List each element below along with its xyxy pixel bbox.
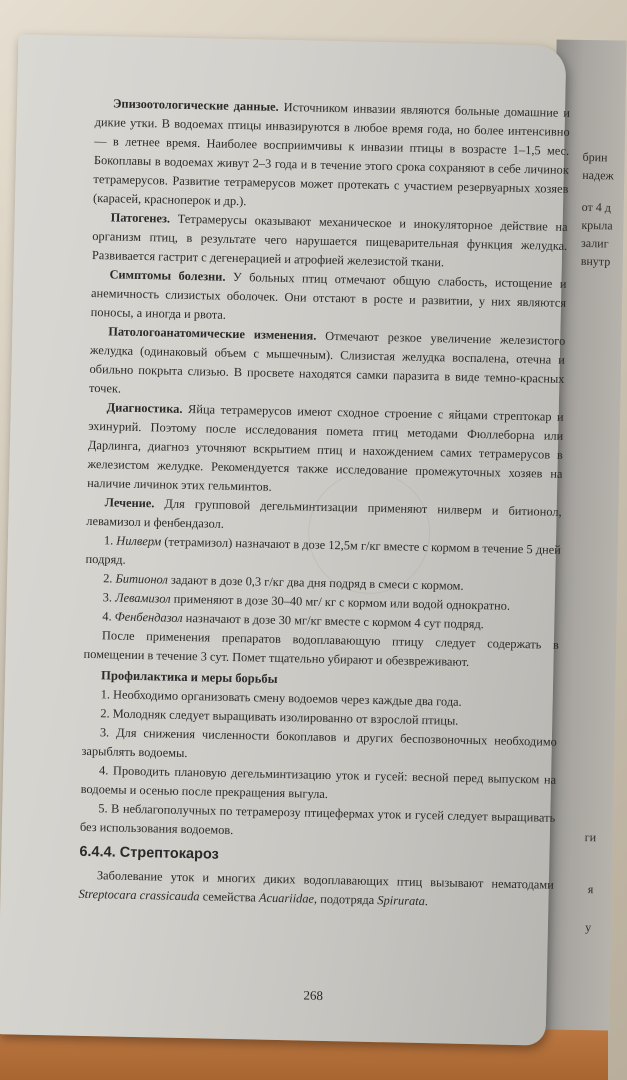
facing-page-fragment: я <box>587 882 594 897</box>
paragraph-lead: Патогенез. <box>110 210 171 226</box>
paragraph-lead: Симптомы болезни. <box>109 267 226 284</box>
page-content <box>78 94 570 914</box>
facing-page-fragment: залиг <box>580 235 609 251</box>
facing-page-fragment: у <box>585 920 592 935</box>
paragraph-lead: Лечение. <box>104 495 155 511</box>
family-name: Acuariidae <box>258 890 315 906</box>
paragraph-pathology <box>89 322 565 408</box>
intro-text: семейства <box>199 889 260 905</box>
prevention-item: 1. Необходимо организовать смену водоемов через каждые два года. <box>100 687 462 709</box>
item-text: задают в дозе 0,3 г/кг два дня подряд в смеси с кормом. <box>167 572 464 593</box>
intro-text: . <box>424 894 429 909</box>
item-number: 4. <box>102 609 112 624</box>
item-number: 1. <box>103 533 114 548</box>
suborder-name: Spirurata <box>377 893 426 909</box>
paragraph-text: Для групповой дегельминтизации применяют нилверм и битионол, левамизол и фенбендазол. <box>86 496 562 531</box>
intro-text: , подотряда <box>313 891 378 908</box>
prevention-item: 2. Молодняк следует выращивать изолированно от взрослой птицы. <box>100 706 459 728</box>
paragraph-text: Яйца тетрамерусов имеют сходное строение с яйцами стрептокар и эхинурий. Поэтому после исследования помета птиц методами Фюллеборна или Дарлинга, диагноз уточняют вскрытием птиц и нахождением самих тетрамерусов в железистом желудке. Рекомендуется также исследование промежуточных хозяев на наличие личинок этих гельминтов. <box>87 401 564 494</box>
section-intro <box>78 866 554 914</box>
item-number: 2. <box>103 571 113 586</box>
paragraph-text: Источником инвазии являются больные домашние и дикие утки. В водоемах птицы инвазируются в любое время года, но более интенсивно — в летнее время. Наиболее восприимчивы к инвазии птицы в возрасте 1–1,5 мес. Бокоплавы в водоемах живут 2–3 года и в течение этого срока сохраняют в себе личинок тетрамерусов. Развитие тетрамерусов может протекать с участием резервуарных хозяев (карасей, красноперок и др.). <box>92 99 571 209</box>
drug-name: Битионол <box>115 571 168 587</box>
facing-page-fragment: внутр <box>580 253 611 269</box>
drug-name: Фенбендазол <box>114 609 183 625</box>
paragraph-text: Отмечают резкое увеличение железистого желудка (одинаковый объем с мышечным). Слизистая желудка воспалена, отечна и обильно покрыта слизью. В просвете находятся самки паразита в виде темно-красных точек. <box>88 328 566 396</box>
paragraph-text: У больных птиц отмечают общую слабость, истощение и анемичность слизистых оболочек. Они отстают в росте и развитии, у них являются поносы, а иногда и рвота. <box>90 269 567 322</box>
paragraph-diagnostics <box>87 398 564 503</box>
item-text: применяют в дозе 30–40 мг/ кг с кормом или водой однократно. <box>170 591 511 613</box>
species-name: Streptocara crassicauda <box>78 886 200 904</box>
paragraph-symptoms <box>91 265 567 332</box>
prevention-heading: Профилактика и меры борьбы <box>100 668 278 686</box>
intro-text: Заболевание уток и многих диких водоплавающих птиц вызывают нематодами <box>96 868 554 892</box>
drug-name: Левамизол <box>115 590 171 606</box>
book-page <box>0 34 571 1045</box>
prevention-item: 4. Проводить плановую дегельминтизацию уток и гусей: весной перед выпуском на водоемы и осенью после прекращения выгула. <box>80 763 557 802</box>
facing-page-fragment: надеж <box>582 167 614 183</box>
prevention-item: 3. Для снижения численности бокоплавов и других беспозвоночных необходимо зарыблять водоемы. <box>81 725 557 761</box>
drug-name: Нилверм <box>116 533 162 549</box>
paragraph-pathogenesis <box>92 208 568 275</box>
paragraph-text: Тетрамерусы оказывают механическое и инокуляторное действие на организм птиц, в результате чего нарушается пищеварительная функция желудка. Развивается гастрит с дегенерацией и атрофией железистой ткани. <box>91 211 568 270</box>
paragraph-lead: Эпизоотологические данные. <box>112 96 279 114</box>
page-number: 268 <box>303 987 324 1003</box>
prevention-item: 5. В неблагополучных по тетрамерозу птицефермах уток и гусей следует выращивать без использования водоемов. <box>79 801 556 838</box>
paragraph-epizootology <box>93 94 570 218</box>
section-heading: 6.4.4. Стрептокароз <box>79 843 219 863</box>
item-text: назначают в дозе 30 мг/кг вместе с кормом 4 сут подряд. <box>182 610 484 632</box>
facing-page-fragment: крыла <box>581 217 613 233</box>
facing-page-fragment: от 4 д <box>581 199 612 215</box>
paragraph-lead: Патологоанатомические изменения. <box>108 324 317 343</box>
item-number: 3. <box>102 590 113 605</box>
facing-page-fragment: ги <box>584 830 597 845</box>
item-text: (тетрамизол) назначают в дозе 12,5м г/кг вместе с кормом в течение 5 дней подряд. <box>85 534 562 567</box>
facing-page-fragment: брин <box>582 149 608 165</box>
paragraph-lead: Диагностика. <box>106 400 183 416</box>
paragraph-after-treatment: После применения препаратов водоплавающую птицу следует содержать в помещении в течение 3 сут. Помет тщательно убирают и обезвреживают. <box>83 628 560 669</box>
